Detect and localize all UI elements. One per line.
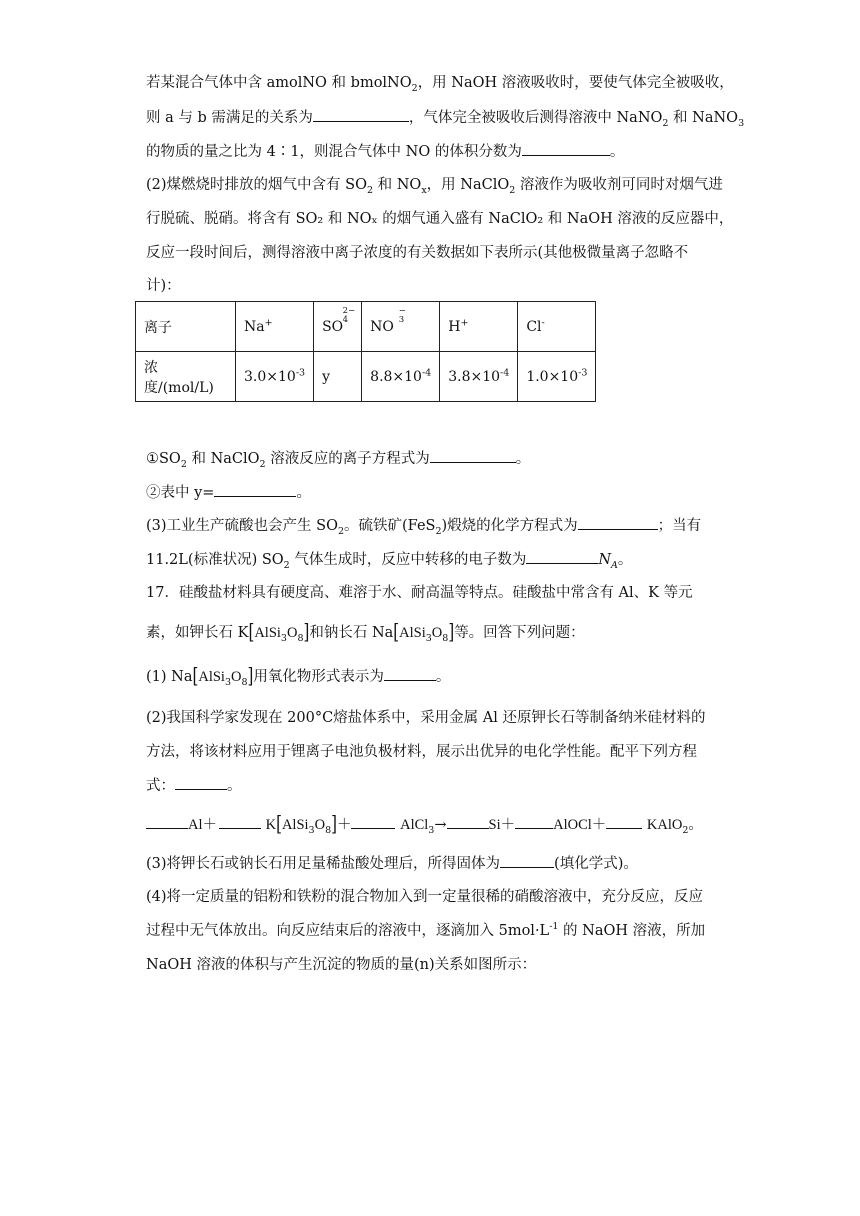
coefficient-blank[interactable]: [606, 814, 642, 829]
formula: O: [230, 669, 242, 685]
sub: 2: [337, 525, 345, 537]
q17-part4-line2: [146, 921, 705, 941]
q16-1-line3: [146, 141, 624, 162]
ion-cl: Cl: [526, 318, 542, 335]
text: 素，如钾长石 K: [146, 625, 249, 641]
ion-h: H: [448, 318, 461, 335]
bracket-left: [: [248, 619, 255, 645]
q17-part2-line1: (2)我国科学家发现在 200°C熔盐体系中，采用金属 Al 还原钾长石等制备纳米硅材料的: [146, 710, 706, 726]
ion-text: NO: [370, 318, 394, 335]
text: 。: [617, 552, 633, 568]
q16-2-line4: 计)：: [146, 278, 181, 294]
formula: O: [286, 625, 298, 641]
exponent: -3: [295, 366, 306, 378]
bracket-right: ]: [331, 811, 337, 837]
table-cell: [518, 352, 596, 402]
text: 。: [227, 778, 242, 794]
charge: 2−: [342, 305, 356, 316]
text: 11.2L(标准状况) SO: [146, 552, 284, 568]
exponent: -4: [500, 366, 510, 378]
sub: 2: [435, 525, 442, 537]
text: (填化学式)。: [554, 856, 638, 872]
answer-blank[interactable]: [430, 448, 516, 463]
charge: +: [460, 316, 469, 328]
sub: 3: [738, 117, 745, 129]
table-cell: [236, 352, 314, 402]
arrow: →: [434, 817, 447, 833]
coefficient-blank[interactable]: [146, 814, 188, 829]
q16-sub-4: [146, 549, 632, 570]
exponent: -3: [578, 366, 588, 378]
text: AlCl: [400, 817, 429, 833]
formula: O: [314, 817, 326, 833]
bracket-right: ]: [247, 663, 254, 689]
text: ②表中 y=: [146, 485, 215, 501]
answer-blank[interactable]: [578, 515, 658, 530]
sub: 8: [442, 632, 449, 644]
sub: 2: [509, 184, 516, 196]
q17-part2-line2: 方法，将该材料应用于锂离子电池负极材料，展示出优异的电化学性能。配平下列方程: [146, 744, 697, 760]
text: ，用 NaClO: [426, 177, 510, 193]
text: K: [265, 817, 277, 833]
balance-equation: [146, 811, 703, 837]
table-cell: [440, 352, 518, 402]
header-label: 离子: [144, 319, 172, 336]
formula: O: [431, 625, 443, 641]
ion-na: Na: [244, 318, 265, 335]
sub: 3: [425, 632, 432, 644]
sub: A: [611, 559, 618, 571]
q17-part3: [146, 853, 638, 874]
ion-no3: [370, 305, 406, 335]
text: 溶液作为吸收剂可同时对烟气进: [515, 177, 723, 193]
q16-1-line2: [146, 107, 744, 128]
charge: −: [398, 305, 406, 316]
sub: 8: [325, 824, 332, 836]
sub: 3: [308, 824, 315, 836]
q17-part4-line3: NaOH 溶液的体积与产生沉淀的物质的量(n)关系如图所示：: [146, 957, 537, 973]
charge: -: [541, 316, 545, 328]
q17-intro-line1: 17．硅酸盐材料具有硬度高、难溶于水、耐高温等特点。硅酸盐中常含有 Al、K 等元: [146, 585, 693, 601]
text: 。: [609, 144, 625, 160]
charge: +: [264, 316, 273, 328]
ion-charge-stack: [343, 307, 356, 325]
q17-part4-line1: (4)将一定质量的铝粉和铁粉的混合物加入到一定量很稀的硝酸溶液中，充分反应，反应: [146, 889, 704, 905]
formula: AlSi: [254, 625, 281, 641]
sub: 3: [428, 824, 435, 836]
sub: 2: [283, 559, 290, 571]
value: 1.0×10: [526, 368, 579, 385]
table-cell: [362, 352, 440, 402]
bracket-left: [: [393, 619, 400, 645]
ion-charge-stack: [399, 307, 406, 325]
q16-sub-1: [146, 448, 530, 469]
text: 则 a 与 b 需满足的关系为: [146, 110, 313, 126]
ion-concentration-table: [135, 301, 596, 402]
coefficient-blank[interactable]: [447, 814, 489, 829]
text: 和 NO: [373, 177, 422, 193]
text: 用氧化物形式表示为: [253, 669, 384, 685]
text: ，气体完全被吸收后测得溶液中 NaNO: [408, 110, 663, 126]
text: 。: [688, 817, 703, 833]
sub: 2: [411, 82, 418, 94]
text: Si＋: [488, 817, 516, 833]
text: 。: [435, 669, 451, 685]
formula: AlSi: [198, 669, 225, 685]
q17-part1: [146, 663, 451, 689]
formula: AlSi: [281, 817, 309, 833]
text: 和 NaClO: [186, 451, 260, 467]
q17-intro-line2: [146, 619, 585, 645]
ion-so4: [322, 305, 356, 335]
exponent: -4: [421, 366, 432, 378]
sub: 2: [259, 458, 266, 470]
table-cell: [314, 302, 362, 352]
text: 和钠长石 Na: [309, 625, 394, 641]
sub: 8: [241, 676, 248, 688]
table-cell: [136, 302, 236, 352]
q16-2-line3: 反应一段时间后，测得溶液中离子浓度的有关数据如下表所示(其他极微量离子忽略不: [146, 245, 689, 261]
table-cell: [236, 302, 314, 352]
sup: -1: [549, 921, 559, 933]
sub: 2: [682, 824, 689, 836]
sub: 4: [342, 314, 349, 325]
q16-2-line1: [146, 175, 723, 195]
formula: AlSi: [399, 625, 426, 641]
answer-blank[interactable]: [313, 107, 409, 122]
text: 气体生成时，反应中转移的电子数为: [289, 552, 527, 568]
text: 。硫铁矿(FeS: [344, 518, 436, 534]
avogadro-symbol: N: [598, 552, 612, 568]
q16-1-line1: [146, 73, 734, 93]
bracket-left: [: [192, 663, 199, 689]
answer-blank[interactable]: [500, 853, 554, 868]
table-cell: [136, 352, 236, 402]
answer-blank[interactable]: [214, 482, 296, 497]
answer-blank[interactable]: [384, 666, 436, 681]
text: 过程中无气体放出。向反应结束后的溶液中，逐滴加入 5mol·L: [146, 923, 550, 939]
text: (1) Na: [146, 669, 193, 685]
table-cell: [440, 302, 518, 352]
text: 等。回答下列问题：: [454, 625, 585, 641]
text: 若某混合气体中含 amolNO 和 bmolNO: [146, 75, 412, 91]
value: 8.8×10: [370, 368, 422, 385]
bracket-right: ]: [448, 619, 455, 645]
coefficient-blank[interactable]: [219, 814, 261, 829]
bracket-left: [: [276, 811, 282, 837]
text: 。: [515, 451, 531, 467]
table-cell: [518, 302, 596, 352]
bracket-right: ]: [303, 619, 310, 645]
text: 的物质的量之比为 4∶1，则混合气体中 NO 的体积分数为: [146, 144, 522, 160]
answer-blank[interactable]: [526, 549, 598, 564]
text: 。: [296, 485, 311, 501]
text: )煅烧的化学方程式为: [441, 518, 578, 534]
sub: 2: [366, 184, 374, 196]
sub: 2: [662, 117, 669, 129]
row-label: 浓度/(mol/L): [144, 359, 214, 396]
sub: 2: [180, 458, 187, 470]
coefficient-blank[interactable]: [515, 814, 553, 829]
q17-part2-line3: [146, 775, 242, 796]
text: ，用 NaOH 溶液吸收时，要使气体完全被吸收，: [417, 75, 734, 91]
sub: 3: [224, 676, 231, 688]
table-row: [136, 352, 596, 402]
text: KAlO: [646, 817, 683, 833]
value: 3.0×10: [244, 368, 296, 385]
answer-blank[interactable]: [522, 141, 610, 156]
value: 3.8×10: [448, 368, 501, 385]
text: 溶液反应的离子方程式为: [265, 451, 430, 467]
text: (3)工业生产硫酸也会产生 SO: [146, 518, 338, 534]
q16-sub-3: [146, 515, 701, 536]
text: 的 NaOH 溶液，所加: [558, 923, 706, 939]
sub: 3: [398, 314, 405, 325]
coefficient-blank[interactable]: [351, 814, 395, 829]
q16-sub-2: [146, 482, 311, 503]
text: AlOCl＋: [553, 817, 607, 833]
ion-text: SO: [322, 318, 344, 335]
sub: 8: [297, 632, 304, 644]
table-header-row: [136, 302, 596, 352]
text: (2)煤燃烧时排放的烟气中含有 SO: [146, 177, 367, 193]
text: ；当有: [657, 518, 702, 534]
text: ＋: [336, 817, 352, 833]
q16-2-line2: 行脱硫、脱硝。将含有 SO₂ 和 NOₓ 的烟气通入盛有 NaClO₂ 和 NaOH 溶液的反应器中，: [146, 211, 734, 227]
value: y: [322, 368, 330, 385]
table-cell: [314, 352, 362, 402]
text: (3)将钾长石或钠长石用足量稀盐酸处理后，所得固体为: [146, 856, 501, 872]
text: 式：: [146, 778, 175, 794]
text: 和 NaNO: [668, 110, 739, 126]
text: ①SO: [146, 451, 181, 467]
sub: 3: [280, 632, 287, 644]
table-cell: [362, 302, 440, 352]
text: Al＋: [188, 817, 217, 833]
sub: x: [421, 184, 427, 196]
answer-blank[interactable]: [175, 775, 227, 790]
